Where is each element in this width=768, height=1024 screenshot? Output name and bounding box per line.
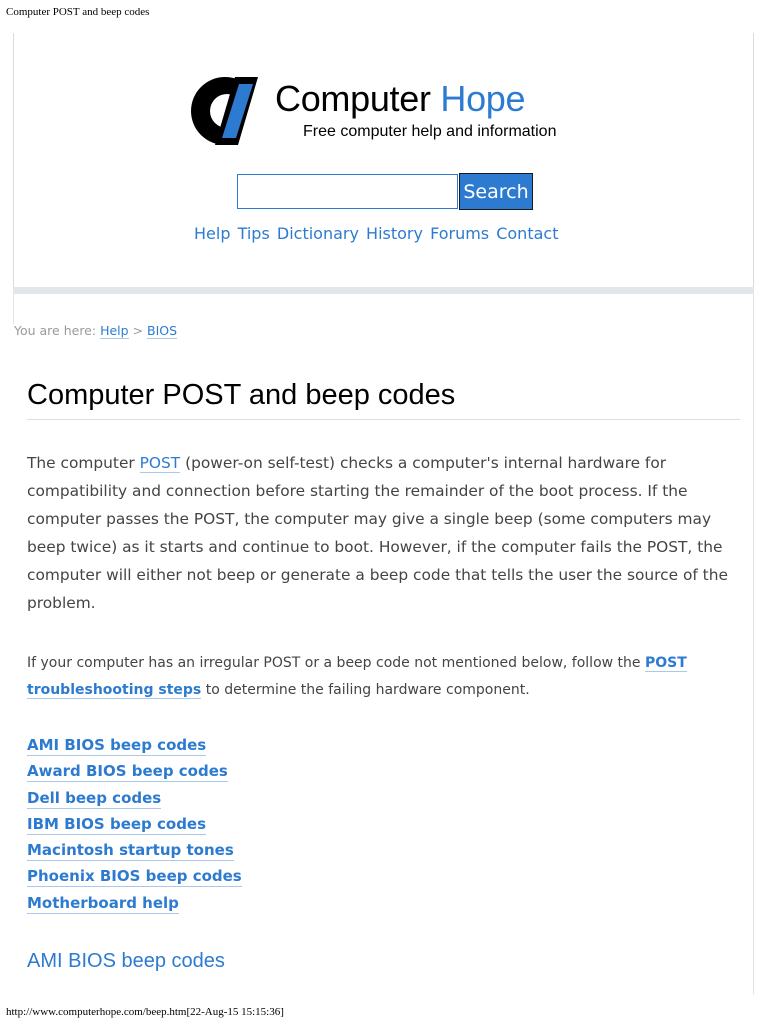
post-troubleshooting-link[interactable]: POST troubleshooting steps (27, 655, 687, 698)
nav-link-tips[interactable]: Tips (237, 224, 270, 243)
ami-bios-link[interactable]: AMI BIOS beep codes (27, 736, 207, 754)
list-item (27, 864, 242, 890)
dell-beep-link[interactable]: Dell beep codes (27, 788, 162, 807)
breadcrumb-prefix: You are here: (14, 323, 97, 338)
nav-link-history[interactable]: History (366, 224, 423, 243)
breadcrumb (14, 323, 177, 338)
site-header (13, 33, 754, 287)
top-nav (194, 224, 560, 243)
macintosh-tones-link[interactable]: Macintosh startup tones (27, 841, 234, 860)
list-item (27, 733, 242, 759)
beep-code-links (27, 733, 242, 917)
breadcrumb-link-help[interactable]: Help (100, 323, 129, 338)
list-item (27, 759, 242, 785)
intro-text-after: (power-on self-test) checks a computer's internal hardware for compatibility and connection before starting the remainder of the boot process. If the computer passes the POST, the computer may give a single beep (some computers may beep twice) as it starts and continue to boot. However, if the computer fails the POST, the computer will either not beep or generate a beep code that tells the user the source of the problem. (27, 454, 728, 612)
search-button[interactable]: Search (459, 173, 533, 210)
phoenix-bios-link[interactable]: Phoenix BIOS beep codes (27, 867, 242, 886)
brand-name[interactable] (275, 78, 525, 120)
list-item (27, 838, 242, 864)
list-item (27, 786, 242, 812)
nav-link-dictionary[interactable]: Dictionary (276, 224, 359, 243)
section-heading-ami: AMI BIOS beep codes (27, 950, 225, 972)
print-page-title: Computer POST and beep codes (6, 6, 150, 18)
print-footer-url: http://www.computerhope.com/beep.htm[22-Aug-15 15:15:36] (6, 1006, 284, 1018)
intro-paragraph (27, 449, 747, 617)
nav-link-help[interactable]: Help (194, 224, 231, 243)
page-title: Computer POST and beep codes (27, 379, 456, 411)
content-left-border (13, 294, 14, 324)
header-divider (13, 287, 754, 294)
post-link[interactable]: POST (139, 454, 181, 472)
breadcrumb-separator: > (132, 323, 144, 338)
award-bios-link[interactable]: Award BIOS beep codes (27, 762, 228, 781)
computer-hope-logo-icon (190, 74, 260, 148)
title-divider (27, 419, 740, 420)
search-input[interactable] (237, 174, 458, 209)
brand-tagline: Free computer help and information (303, 123, 557, 140)
brand-primary: Computer (275, 78, 431, 119)
list-item (27, 812, 242, 838)
nav-link-forums[interactable]: Forums (430, 224, 490, 243)
content-right-border (753, 294, 754, 994)
nav-link-contact[interactable]: Contact (496, 224, 559, 243)
note-text-after: to determine the failing hardware component. (201, 682, 530, 698)
ibm-bios-link[interactable]: IBM BIOS beep codes (27, 814, 207, 833)
brand-secondary: Hope (440, 78, 526, 119)
note-text-before: If your computer has an irregular POST or a beep code not mentioned below, follow the (27, 655, 645, 671)
breadcrumb-link-bios[interactable]: BIOS (147, 323, 178, 338)
list-item (27, 891, 242, 917)
motherboard-help-link[interactable]: Motherboard help (27, 893, 179, 912)
troubleshooting-paragraph (27, 650, 747, 704)
intro-text-before: The computer (27, 454, 140, 472)
